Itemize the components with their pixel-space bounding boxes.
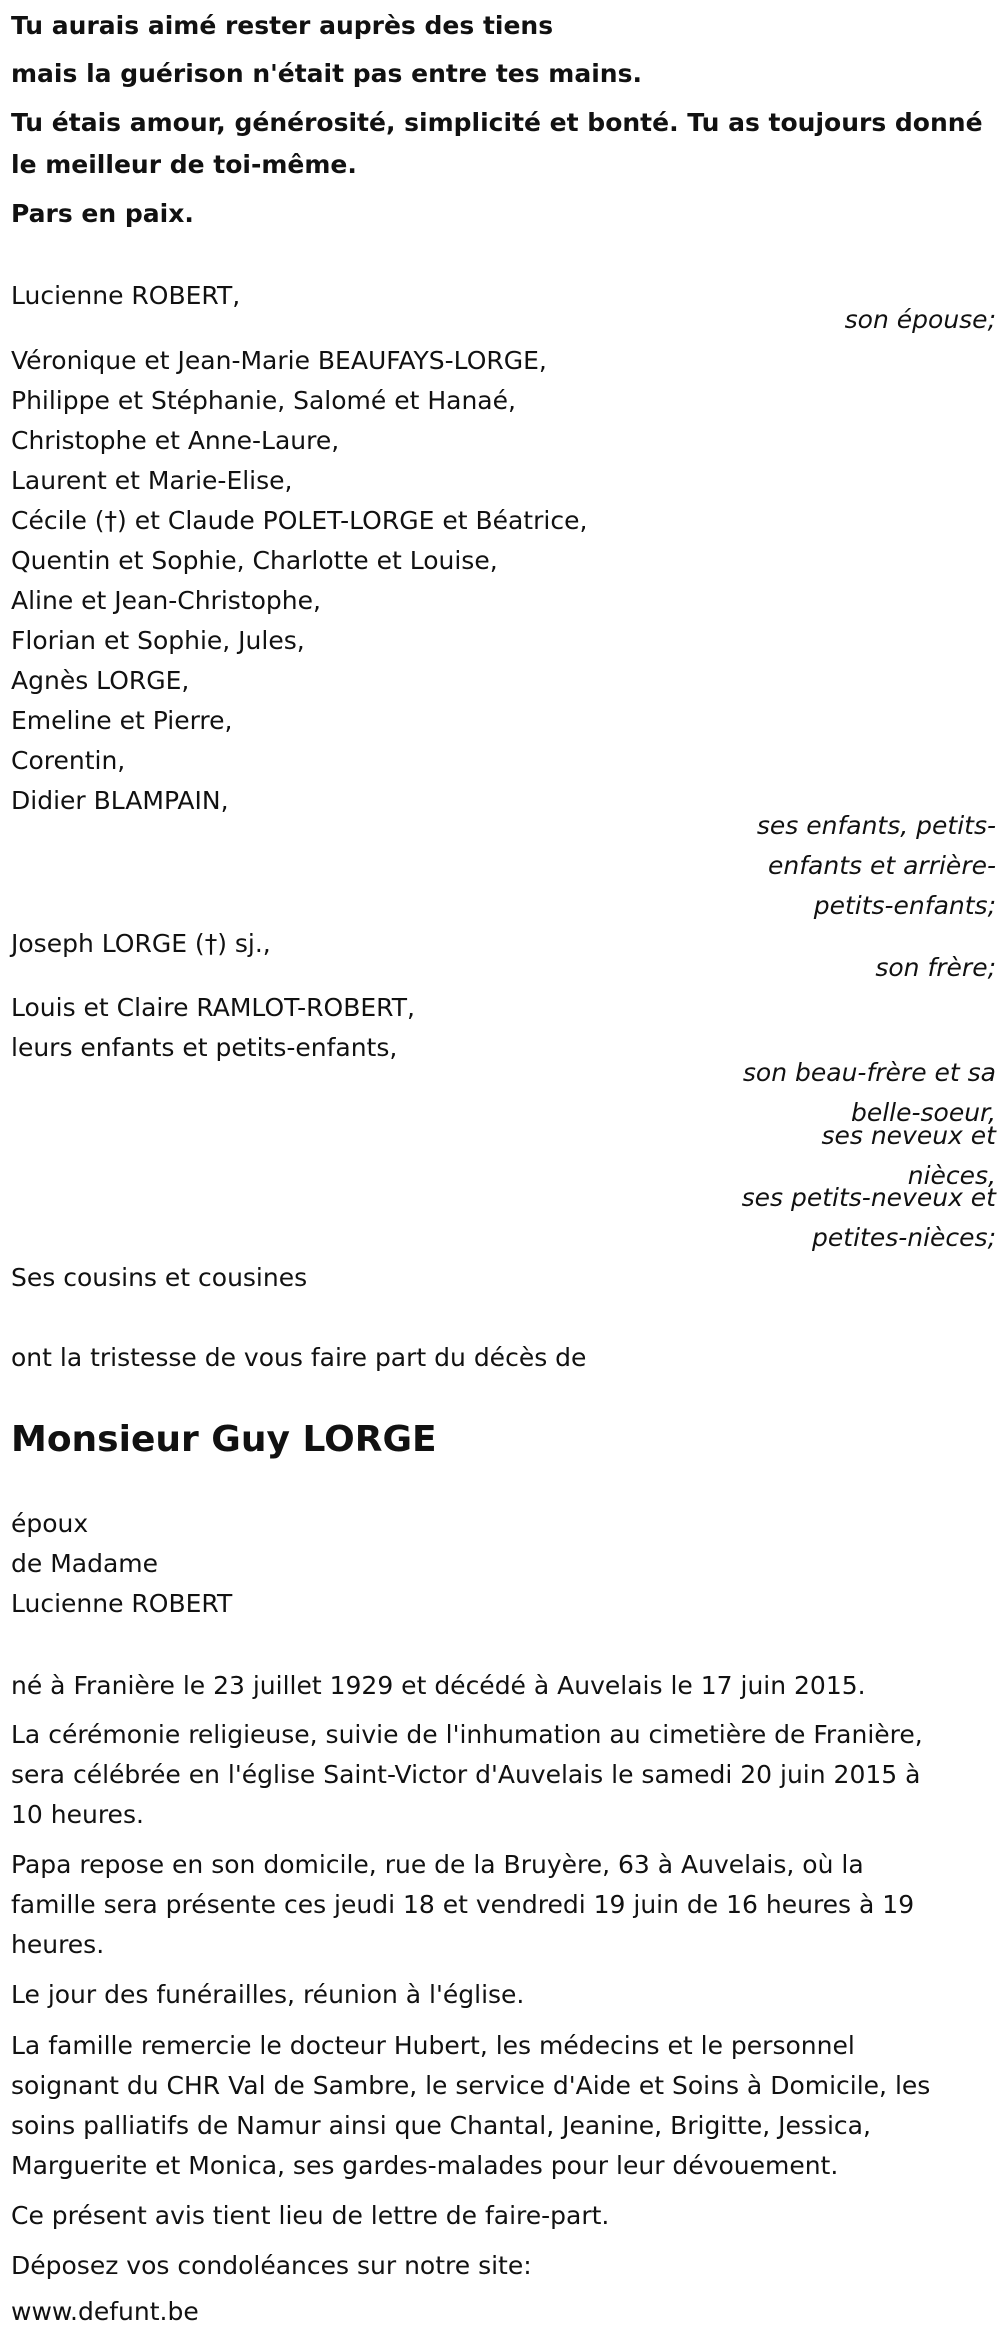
children-line: Quentin et Sophie, Charlotte et Louise, (11, 546, 498, 575)
children-line: Philippe et Stéphanie, Salomé et Hanaé, (11, 386, 516, 415)
inlaws-role: ses neveux et (821, 1121, 996, 1150)
children-line: Emeline et Pierre, (11, 706, 233, 735)
spouse-of-line: de Madame (11, 1549, 159, 1578)
thanks-line: soignant du CHR Val de Sambre, le service d'Aide et Soins à Domicile, les (11, 2071, 931, 2100)
inlaws-role: nièces, (907, 1161, 996, 1190)
children-line: Laurent et Marie-Elise, (11, 466, 293, 495)
children-line: Agnès LORGE, (11, 666, 190, 695)
ceremony-line: sera célébrée en l'église Saint-Victor d'Auvelais le samedi 20 juin 2015 à (11, 1760, 921, 1789)
children-line: Didier BLAMPAIN, (11, 786, 229, 815)
condolences-line: Déposez vos condoléances sur notre site: (11, 2251, 532, 2280)
poem-line: Tu étais amour, générosité, simplicité et bonté. Tu as toujours donné (11, 108, 983, 137)
thanks-line: soins palliatifs de Namur ainsi que Chantal, Jeanine, Brigitte, Jessica, (11, 2111, 871, 2140)
children-role: ses enfants, petits- (756, 811, 996, 840)
spouse-of-line: époux (11, 1509, 89, 1538)
rest-line: Papa repose en son domicile, rue de la Bruyère, 63 à Auvelais, où la (11, 1850, 864, 1879)
inlaws-role: petites-nièces; (812, 1223, 996, 1252)
spouse-of-line: Lucienne ROBERT (11, 1589, 233, 1618)
children-line: Véronique et Jean-Marie BEAUFAYS-LORGE, (11, 346, 547, 375)
ceremony-line: 10 heures. (11, 1800, 144, 1829)
birth-death-line: né à Franière le 23 juillet 1929 et décédé à Auvelais le 17 juin 2015. (11, 1671, 866, 1700)
ceremony-line: La cérémonie religieuse, suivie de l'inhumation au cimetière de Franière, (11, 1720, 923, 1749)
announcement-intro: ont la tristesse de vous faire part du décès de (11, 1343, 587, 1372)
poem-line: le meilleur de toi-même. (11, 150, 357, 179)
children-line: Aline et Jean-Christophe, (11, 586, 321, 615)
inlaws-role: son beau-frère et sa (742, 1058, 996, 1087)
poem-line: Tu aurais aimé rester auprès des tiens (11, 11, 554, 40)
meeting-line: Le jour des funérailles, réunion à l'église. (11, 1980, 525, 2009)
cousins-line: Ses cousins et cousines (11, 1263, 308, 1292)
spouse-role: son épouse; (844, 305, 996, 334)
thanks-line: La famille remercie le docteur Hubert, les médecins et le personnel (11, 2031, 855, 2060)
obituary-document (11, 0, 996, 2338)
brother-role: son frère; (875, 953, 996, 982)
children-line: Corentin, (11, 746, 126, 775)
inlaws-role: ses petits-neveux et (741, 1183, 996, 1212)
inlaws-line: Louis et Claire RAMLOT-ROBERT, (11, 993, 415, 1022)
children-line: Christophe et Anne-Laure, (11, 426, 340, 455)
children-role: petits-enfants; (813, 891, 996, 920)
rest-line: heures. (11, 1930, 105, 1959)
inlaws-role: belle-soeur, (850, 1098, 996, 1127)
spouse-name: Lucienne ROBERT, (11, 281, 241, 310)
children-line: Cécile (†) et Claude POLET-LORGE et Béatrice, (11, 506, 588, 535)
brother-name: Joseph LORGE (†) sj., (11, 929, 271, 958)
poem-line: Pars en paix. (11, 199, 194, 228)
deceased-name: Monsieur Guy LORGE (11, 1419, 437, 1460)
notice-line: Ce présent avis tient lieu de lettre de faire-part. (11, 2201, 610, 2230)
children-role: enfants et arrière- (768, 851, 996, 880)
poem-line: mais la guérison n'était pas entre tes mains. (11, 59, 642, 88)
inlaws-line: leurs enfants et petits-enfants, (11, 1033, 398, 1062)
website-link[interactable]: www.defunt.be (11, 2297, 199, 2326)
thanks-line: Marguerite et Monica, ses gardes-malades pour leur dévouement. (11, 2151, 839, 2180)
rest-line: famille sera présente ces jeudi 18 et vendredi 19 juin de 16 heures à 19 (11, 1890, 915, 1919)
children-line: Florian et Sophie, Jules, (11, 626, 305, 655)
